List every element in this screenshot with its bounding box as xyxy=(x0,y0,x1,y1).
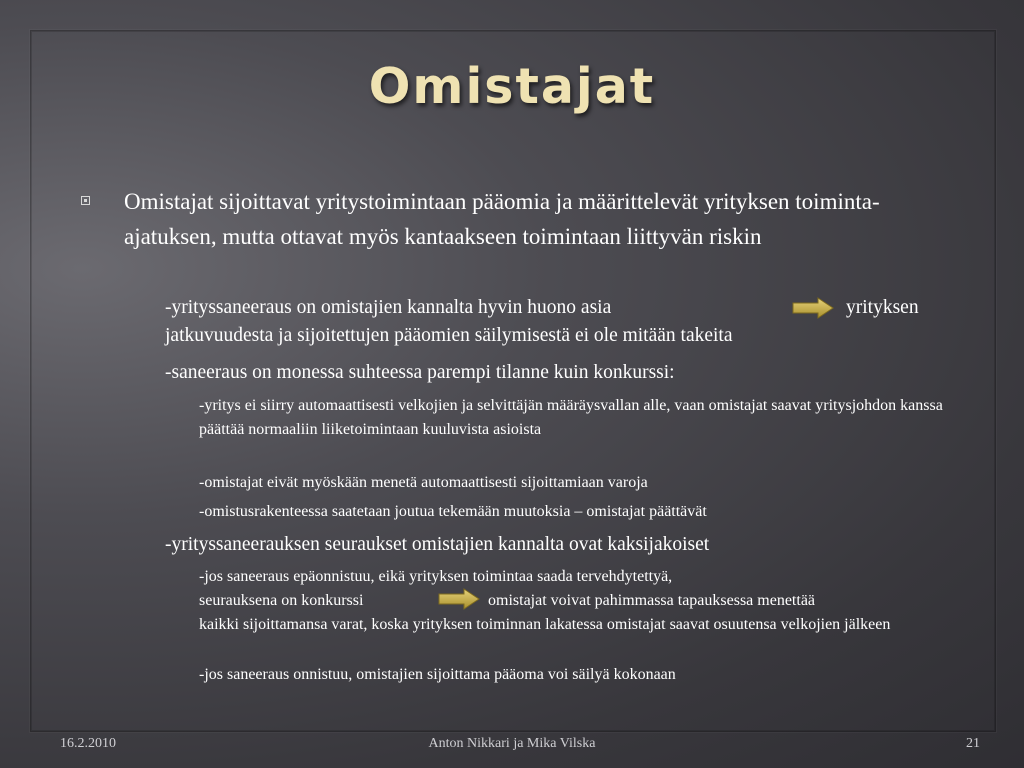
sub-bullet-1-line-1 xyxy=(165,294,965,322)
sub-bullet-1-text-a: -yrityssaneeraus on omistajien kannalta hyvin huono asia xyxy=(165,297,612,318)
main-bullet-text: Omistajat sijoittavat yritystoimintaan pääomia ja määrittelevät yrityksen toiminta-ajatuksen, mutta ottavat myös kantaakseen toimintaan liittyvän riskin xyxy=(124,189,880,249)
sub-bullet-2-item-1: -yritys ei siirry automaattisesti velkojien ja selvittäjän määräysvallan alle, vaan omistajat saavat yritysjohdon kanssa päättää normaaliin liiketoimintaan kuuluvista asioista xyxy=(199,397,943,438)
footer-authors: Anton Nikkari ja Mika Vilska xyxy=(428,736,596,751)
sub-bullet-3: -yrityssaneerauksen seuraukset omistajien kannalta ovat kaksijakoiset xyxy=(165,534,710,555)
sub-bullet-2-item-3: -omistusrakenteessa saatetaan joutua tekemään muutoksia – omistajat päättävät xyxy=(199,503,707,520)
sub-bullet-3-item-1-line-1: -jos saneeraus epäonnistuu, eikä yrityksen toimintaa saada tervehdytettyä, xyxy=(199,568,673,585)
sub-bullet-2-item-2: -omistajat eivät myöskään menetä automaattisesti sijoittamiaan varoja xyxy=(199,474,648,491)
footer-date: 16.2.2010 xyxy=(60,736,116,751)
footer-page-number: 21 xyxy=(966,736,980,751)
sub-bullet-1-line-2: jatkuvuudesta ja sijoitettujen pääomien säilymisestä ei ole mitään takeita xyxy=(165,325,733,346)
slide-title: Omistajat xyxy=(368,58,656,115)
sub-bullet-3-item-1-text-b: omistajat voivat pahimmassa tapauksessa menettää xyxy=(488,592,816,609)
sub-bullet-3-item-2: -jos saneeraus onnistuu, omistajien sijoittama pääoma voi säilyä kokonaan xyxy=(199,666,676,683)
sub-bullet-1-text-b: yrityksen xyxy=(846,297,919,318)
right-arrow-icon xyxy=(438,588,480,610)
sub-bullet-2: -saneeraus on monessa suhteessa parempi tilanne kuin konkurssi: xyxy=(165,362,675,383)
sub-bullet-3-item-1-rest: kaikki sijoittamansa varat, koska yrityksen toiminnan lakatessa omistajat saavat osuutensa velkojien jälkeen xyxy=(199,616,891,633)
square-bullet-icon xyxy=(81,196,90,205)
right-arrow-icon xyxy=(792,297,834,319)
sub-bullet-3-item-1-text-a: seurauksena on konkurssi xyxy=(199,592,364,609)
